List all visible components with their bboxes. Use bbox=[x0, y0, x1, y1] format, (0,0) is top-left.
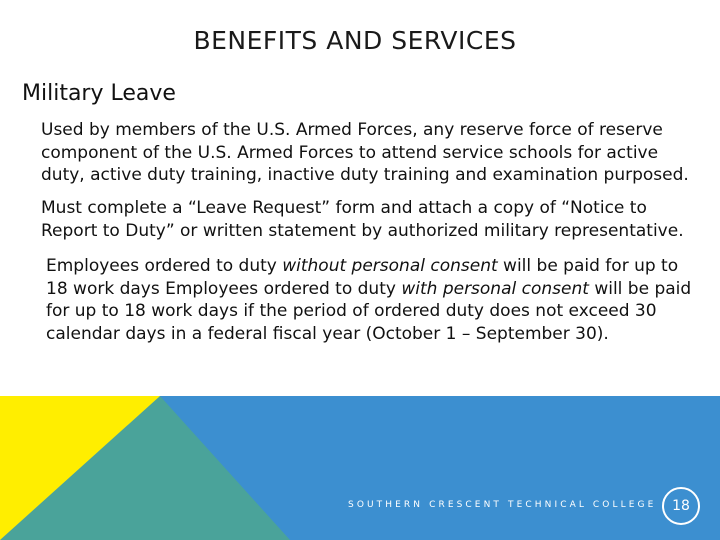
footer-decoration bbox=[0, 396, 720, 540]
slide-subtitle: Military Leave bbox=[22, 81, 176, 106]
paragraph-line: Used by members of the U.S. Armed Forces, any reserve force of reserve bbox=[41, 120, 663, 140]
paragraph-line bbox=[46, 278, 691, 301]
paragraph-line: for up to 18 work days if the period of ordered duty does not exceed 30 bbox=[46, 301, 657, 321]
slide-title: BENEFITS AND SERVICES bbox=[193, 26, 517, 55]
paragraph-line: component of the U.S. Armed Forces to attend service schools for active bbox=[41, 142, 659, 163]
paragraph-eligibility bbox=[41, 119, 689, 187]
paragraph-line: Must complete a “Leave Request” form and attach a copy of “Notice to bbox=[41, 198, 647, 218]
paragraph-requirements bbox=[41, 197, 684, 242]
text-segment: 18 work days Employees ordered to duty bbox=[46, 278, 402, 299]
page-number-badge bbox=[662, 487, 700, 525]
text-segment: Employees ordered to duty bbox=[46, 256, 283, 276]
paragraph-pay bbox=[46, 255, 691, 345]
page-number: 18 bbox=[672, 498, 690, 514]
emphasis-text: without personal consent bbox=[282, 256, 498, 276]
paragraph-line bbox=[46, 255, 691, 278]
paragraph-line: duty, active duty training, inactive duty training and examination purposed. bbox=[41, 165, 689, 185]
college-name: SOUTHERN CRESCENT TECHNICAL COLLEGE bbox=[348, 500, 657, 510]
paragraph-line: Report to Duty” or written statement by authorized military representative. bbox=[41, 220, 684, 241]
paragraph-line: calendar days in a federal fiscal year (October 1 – September 30). bbox=[46, 323, 609, 344]
text-segment: will be paid for up to bbox=[497, 256, 679, 276]
text-segment: will be paid bbox=[588, 278, 692, 299]
emphasis-text: with personal consent bbox=[401, 278, 589, 299]
